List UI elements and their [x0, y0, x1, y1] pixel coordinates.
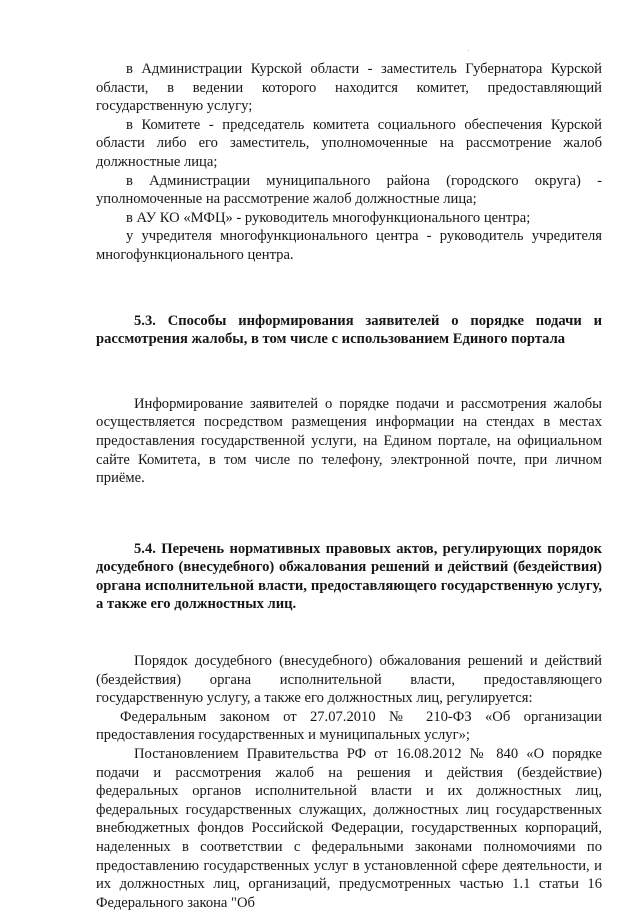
law-210-fz: Федеральным законом от 27.07.2010 № 210-ФЗ «Об организации предоставления государственных и муниципальных услуг»; [96, 708, 602, 744]
section-5-4-intro: Порядок досудебного (внесудебного) обжалования решений и действий (бездействия) органа исполнительной власти, предоставляющего государственную услугу, а также его должностных лиц, регулируется: [96, 653, 602, 707]
paragraph-committee-chair: в Комитете - председатель комитета социального обеспечения Курской области либо его заместитель, уполномоченные на рассмотрение жалоб должностные лица; [96, 116, 602, 170]
paragraph-governor-deputy: в Администрации Курской области - заместитель Губернатора Курской области, в ведении которого находится комитет, предоставляющий государственную услугу; [96, 61, 602, 115]
section-5-4-heading: 5.4. Перечень нормативных правовых актов, регулирующих порядок досудебного (внесудебного) обжалования решений и действий (бездействия) органа исполнительной власти, предоставляющего государственную услугу, а также его должностных лиц. [96, 540, 602, 613]
paragraph-municipal-administration: в Администрации муниципального района (городского округа) - уполномоченные на рассмотрение жалоб должностные лица; [96, 172, 602, 208]
section-5-3-text: Информирование заявителей о порядке подачи и рассмотрения жалобы осуществляется посредством размещения информации на стендах в местах предоставления государственной услуги, на Едином портале, на официальном сайте Комитета, в том числе по телефону, электронной почте, при личном приёме. [96, 395, 602, 487]
paragraph-mfc-head: в АУ КО «МФЦ» - руководитель многофункционального центра; [126, 209, 531, 226]
scan-speck [468, 50, 469, 51]
government-decree-840: Постановлением Правительства РФ от 16.08.2012 № 840 «О порядке подачи и рассмотрения жалоб на решения и действия (бездействие) федеральных органов исполнительной власти и их должностных лиц, федеральных государственных служащих, должностных лиц государственных внебюджетных фондов Российской Федерации, государственных корпораций, наделенных в соответствии с федеральными законами полномочиями по предоставлению государственных услуг в установленной сфере деятельности, и их должностных лиц, организаций, предусмотренных частью 1.1 статьи 16 Федерального закона "Об [96, 746, 602, 911]
section-5-3-heading: 5.3. Способы информирования заявителей о порядке подачи и рассмотрения жалобы, в том числе с использованием Единого портала [96, 312, 602, 348]
paragraph-mfc-founder: у учредителя многофункционального центра - руководитель учредителя многофункционального центра. [96, 228, 602, 263]
document-page [96, 60, 602, 912]
